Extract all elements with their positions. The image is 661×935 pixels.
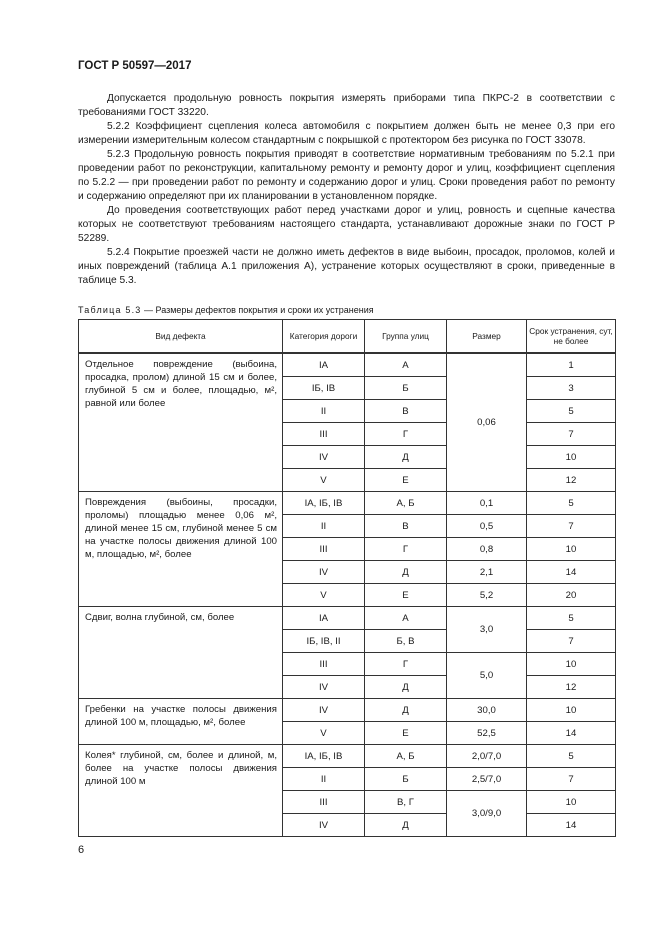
header-road-category: Категория дороги <box>283 320 365 354</box>
defect-type-cell: Колея* глубиной, см, более и длиной, м, более на участке полосы движения длиной 100 м <box>79 745 283 837</box>
table-caption <box>78 305 374 315</box>
paragraph: 5.2.3 Продольную ровность покрытия приводят в соответствие нормативным требованиям по 5.2.1 при проведении работ по реконструкции, капитальному ремонту и ремонту дорог и улиц, коэффициент сцепления по 5.2.2 — при проведении работ по ремонту и содержанию дорог и улиц. Сроки проведения работ по ремонту и содержанию определяют при их планировании в установленном порядке. <box>78 149 615 202</box>
body-text <box>78 92 615 288</box>
group-cell: Е <box>365 584 447 607</box>
category-cell: II <box>283 768 365 791</box>
category-cell: II <box>283 400 365 423</box>
category-cell: IV <box>283 814 365 837</box>
document-header: ГОСТ Р 50597—2017 <box>78 60 192 72</box>
group-cell: Е <box>365 469 447 492</box>
group-cell: Г <box>365 538 447 561</box>
group-cell: Г <box>365 423 447 446</box>
term-cell: 1 <box>527 353 616 377</box>
category-cell: II <box>283 515 365 538</box>
group-cell: Б <box>365 377 447 400</box>
table-caption-text: — Размеры дефектов покрытия и сроки их устранения <box>141 305 374 315</box>
group-cell: Д <box>365 676 447 699</box>
size-cell: 0,1 <box>447 492 527 515</box>
size-cell: 2,0/7,0 <box>447 745 527 768</box>
term-cell: 7 <box>527 630 616 653</box>
group-cell: А <box>365 607 447 630</box>
category-cell: IА <box>283 353 365 377</box>
size-cell: 0,06 <box>447 353 527 492</box>
term-cell: 5 <box>527 607 616 630</box>
group-cell: А, Б <box>365 492 447 515</box>
size-cell: 52,5 <box>447 722 527 745</box>
term-cell: 7 <box>527 515 616 538</box>
size-cell: 3,0/9,0 <box>447 791 527 837</box>
group-cell: В <box>365 515 447 538</box>
term-cell: 10 <box>527 446 616 469</box>
category-cell: III <box>283 791 365 814</box>
group-cell: Б <box>365 768 447 791</box>
table-row <box>79 492 616 515</box>
header-size: Размер <box>447 320 527 354</box>
category-cell: V <box>283 722 365 745</box>
defect-type-cell: Гребенки на участке полосы движения длиной 100 м, площадью, м², более <box>79 699 283 745</box>
page-number: 6 <box>78 844 85 856</box>
table-row <box>79 353 616 377</box>
group-cell: Д <box>365 561 447 584</box>
term-cell: 5 <box>527 492 616 515</box>
term-cell: 12 <box>527 469 616 492</box>
defect-type-cell: Отдельное повреждение (выбоина, просадка, пролом) длиной 15 см и более, глубиной 5 см и более, площадью, м², равной или более <box>79 353 283 492</box>
group-cell: Д <box>365 699 447 722</box>
group-cell: Д <box>365 814 447 837</box>
term-cell: 5 <box>527 745 616 768</box>
term-cell: 10 <box>527 653 616 676</box>
paragraph: 5.2.2 Коэффициент сцепления колеса автомобиля с покрытием должен быть не менее 0,3 при его измерении измерительным колесом стандартным с покрышкой с протектором без рисунка по ГОСТ 33078. <box>78 121 615 146</box>
category-cell: IV <box>283 446 365 469</box>
group-cell: В, Г <box>365 791 447 814</box>
term-cell: 10 <box>527 791 616 814</box>
table-caption-label: Таблица 5.3 <box>78 305 142 315</box>
size-cell: 2,5/7,0 <box>447 768 527 791</box>
size-cell: 0,8 <box>447 538 527 561</box>
group-cell: А <box>365 353 447 377</box>
group-cell: Д <box>365 446 447 469</box>
group-cell: В <box>365 400 447 423</box>
category-cell: III <box>283 423 365 446</box>
term-cell: 14 <box>527 561 616 584</box>
size-cell: 5,0 <box>447 653 527 699</box>
term-cell: 7 <box>527 768 616 791</box>
category-cell: IБ, IВ <box>283 377 365 400</box>
defect-type-cell: Сдвиг, волна глубиной, см, более <box>79 607 283 699</box>
category-cell: III <box>283 653 365 676</box>
size-cell: 3,0 <box>447 607 527 653</box>
size-cell: 2,1 <box>447 561 527 584</box>
header-defect-type: Вид дефекта <box>79 320 283 354</box>
category-cell: V <box>283 469 365 492</box>
table-row <box>79 745 616 768</box>
category-cell: V <box>283 584 365 607</box>
size-cell: 0,5 <box>447 515 527 538</box>
term-cell: 20 <box>527 584 616 607</box>
group-cell: Е <box>365 722 447 745</box>
size-cell: 5,2 <box>447 584 527 607</box>
term-cell: 10 <box>527 538 616 561</box>
size-cell: 30,0 <box>447 699 527 722</box>
header-street-group: Группа улиц <box>365 320 447 354</box>
category-cell: IV <box>283 699 365 722</box>
group-cell: Г <box>365 653 447 676</box>
term-cell: 7 <box>527 423 616 446</box>
term-cell: 10 <box>527 699 616 722</box>
defects-table <box>78 319 616 837</box>
category-cell: IА, IБ, IВ <box>283 492 365 515</box>
category-cell: IА <box>283 607 365 630</box>
category-cell: IV <box>283 676 365 699</box>
term-cell: 3 <box>527 377 616 400</box>
term-cell: 12 <box>527 676 616 699</box>
term-cell: 5 <box>527 400 616 423</box>
group-cell: А, Б <box>365 745 447 768</box>
category-cell: IБ, IВ, II <box>283 630 365 653</box>
category-cell: III <box>283 538 365 561</box>
category-cell: IV <box>283 561 365 584</box>
paragraph: 5.2.4 Покрытие проезжей части не должно иметь дефектов в виде выбоин, просадок, проломов, колей и иных повреждений (таблица А.1 приложения А), устранение которых осуществляют в сроки, приведенные в таблице 5.3. <box>78 247 615 286</box>
table-row <box>79 699 616 722</box>
paragraph: До проведения соответствующих работ перед участками дорог и улиц, ровность и сцепные качества которых не соответствуют требованиям настоящего стандарта, устанавливают дорожные знаки по ГОСТ Р 52289. <box>78 205 615 244</box>
defect-type-cell: Повреждения (выбоины, просадки, проломы) площадью менее 0,06 м², длиной менее 15 см, глубиной менее 5 см на участке полосы движения длиной 100 м, площадью, м², более <box>79 492 283 607</box>
term-cell: 14 <box>527 722 616 745</box>
header-term: Срок устранения, сут, не более <box>527 320 616 354</box>
table-row <box>79 607 616 630</box>
category-cell: IА, IБ, IВ <box>283 745 365 768</box>
term-cell: 14 <box>527 814 616 837</box>
group-cell: Б, В <box>365 630 447 653</box>
paragraph: Допускается продольную ровность покрытия измерять приборами типа ПКРС-2 в соответствии с требованиями ГОСТ 33220. <box>78 93 615 118</box>
